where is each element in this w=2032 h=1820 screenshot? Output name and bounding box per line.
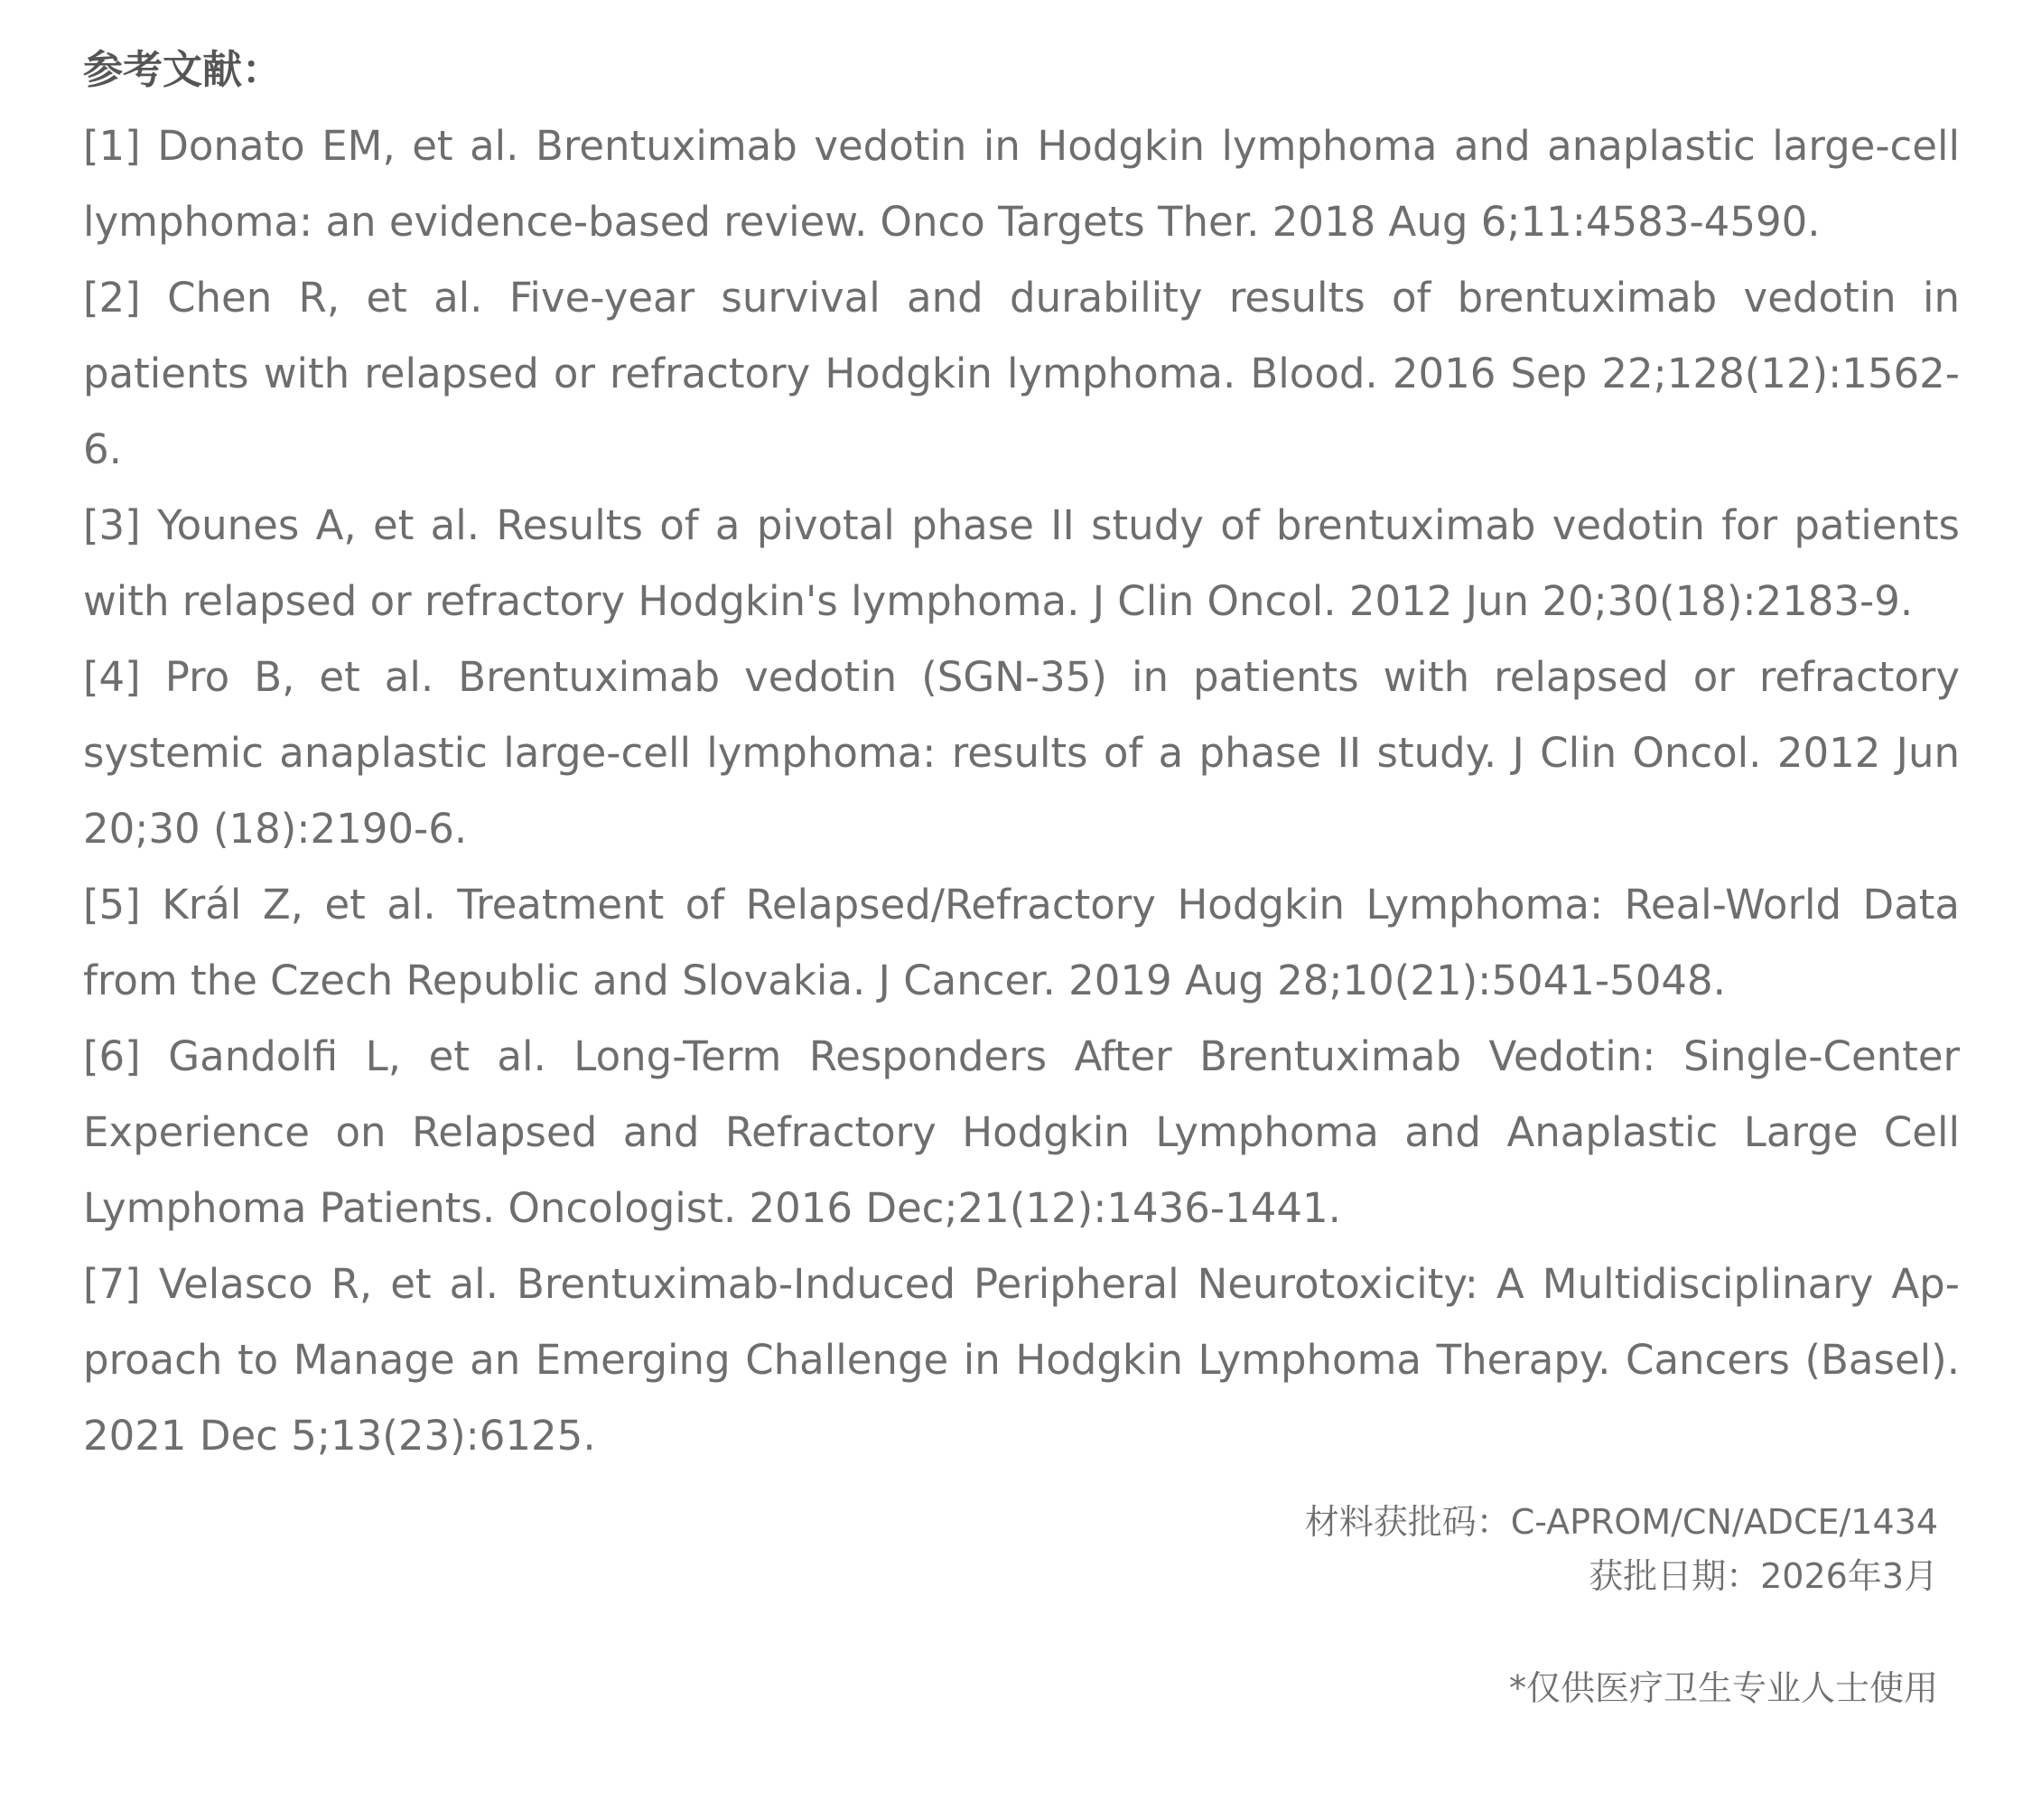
references-title: 参考文献： xyxy=(83,47,282,93)
reference-item-2: [2] Chen R, et al. Five-year survival and durability results of brentuximab vedotin in patients with relapsed or refractory Hodgkin lymphoma. Blood. 2016 Sep 22;128(12):1562-6. xyxy=(83,274,1960,473)
reference-item-4: [4] Pro B, et al. Brentuximab vedotin (SGN-35) in patients with relapsed or refractory systemic anaplastic large-cell lymphoma: results of a phase II study. J Clin Oncol. 2012 Jun 20;30 (18):2190-6. xyxy=(83,653,1960,853)
approval-footer xyxy=(1305,1495,1938,1715)
reference-list xyxy=(83,108,1960,1474)
reference-item-7: [7] Velasco R, et al. Brentuximab-Induced Peripheral Neurotoxicity: A Multidisciplinary Approach to Manage an Emerging Challenge in Hodgkin Lymphoma Therapy. Cancers (Basel). 2021 Dec 5;13(23):6125. xyxy=(83,1260,1960,1460)
approval-date: 获批日期：2026年3月 xyxy=(1589,1556,1938,1596)
reference-item-1: [1] Donato EM, et al. Brentuximab vedotin in Hodgkin lymphoma and anaplastic large-cell lymphoma: an evidence-based review. Onco Targets Ther. 2018 Aug 6;11:4583-4590. xyxy=(83,122,1960,246)
reference-item-3: [3] Younes A, et al. Results of a pivotal phase II study of brentuximab vedotin for patients with relapsed or refractory Hodgkin's lymphoma. J Clin Oncol. 2012 Jun 20;30(18):2183-9. xyxy=(83,501,1960,625)
references-section xyxy=(83,33,1960,1474)
reference-item-6: [6] Gandolfi L, et al. Long-Term Responders After Brentuximab Vedotin: Single-Center Experience on Relapsed and Refractory Hodgkin Lymphoma and Anaplastic Large Cell Lymphoma Patients. Oncologist. 2016 Dec;21(12):1436-1441. xyxy=(83,1032,1960,1232)
audience-note: *仅供医疗卫生专业人士使用 xyxy=(1508,1668,1938,1708)
approval-code: 材料获批码：C-APROM/CN/ADCE/1434 xyxy=(1304,1502,1938,1542)
reference-item-5: [5] Král Z, et al. Treatment of Relapsed/Refractory Hodgkin Lymphoma: Real-World Data from the Czech Republic and Slovakia. J Cancer. 2019 Aug 28;10(21):5041-5048. xyxy=(83,881,1960,1004)
